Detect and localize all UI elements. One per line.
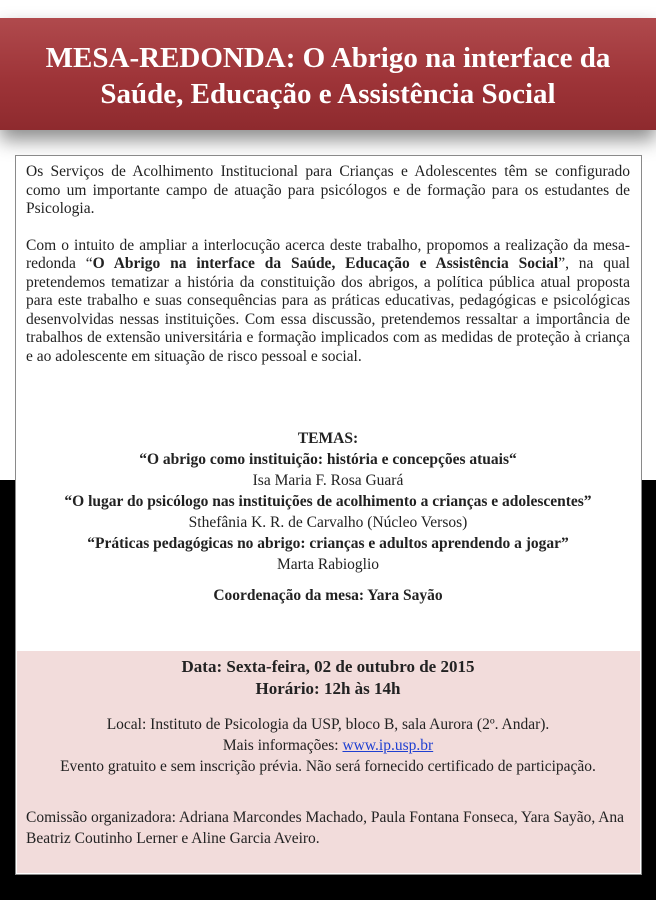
coordination-line: Coordenação da mesa: Yara Sayão [213,587,443,604]
spacer [20,700,636,714]
theme-3-title: “Práticas pedagógicas no abrigo: crianças e adultos aprendendo a jogar” [87,535,569,552]
more-info-line [20,735,636,756]
theme-2-speaker: Sthefânia K. R. de Carvalho (Núcleo Versos) [188,514,468,531]
event-location: Local: Instituto de Psicologia da USP, bloco B, sala Aurora (2º. Andar). [106,716,550,733]
themes-section [20,428,636,606]
intro-p2-end: ”, na qual pretendemos tematizar a história da constituição dos abrigos, a política pública atual proposta para este trabalho e suas consequências para as práticas educativas, pedagógicas e psicológicas desenvolvidas nessas instituições. Com essa discussão, pretendemos ressaltar a importância de trabalhos de extensão universitária e formação implicados com as medidas de proteção à criança e ao adolescente em situação de risco pessoal e social. [26,255,630,365]
intro-p2-start: Com o intuito de ampliar a interlocução acerca deste trabalho, propomos a realização da mesa-redonda “ [26,236,630,272]
title-line-1: MESA-REDONDA: O Abrigo na interface da [45,42,611,74]
more-info-label: Mais informações: [222,737,343,754]
title-line-2: Saúde, Educação e Assistência Social [100,78,556,110]
theme-1-title: “O abrigo como instituição: história e concepções atuais“ [139,451,517,468]
intro-paragraph-1: Os Serviços de Acolhimento Institucional para Crianças e Adolescentes têm se configurado como um importante campo de atuação para psicólogos e de formação para os estudantes de Psicologia. [26,163,630,217]
organizing-committee: Comissão organizadora: Adriana Marcondes Machado, Paula Fontana Fonseca, Yara Sayão, Ana Beatriz Coutinho Lerner e Aline Garcia Aveiro. [26,809,625,847]
theme-2-title: “O lugar do psicólogo nas instituições de acolhimento a crianças e adolescentes” [64,493,592,510]
website-link[interactable]: www.ip.usp.br [342,737,434,754]
intro-p2-bold-title: O Abrigo na interface da Saúde, Educação e Assistência Social [92,255,559,272]
event-info [20,656,636,777]
theme-1-speaker: Isa Maria F. Rosa Guará [252,472,404,489]
event-time: Horário: 12h às 14h [255,679,401,698]
themes-heading: TEMAS: [297,430,359,447]
event-note: Evento gratuito e sem inscrição prévia. Não será fornecido certificado de participação. [60,758,596,775]
event-date: Data: Sexta-feira, 02 de outubro de 2015 [181,657,475,676]
title-banner [0,18,656,130]
theme-3-speaker: Marta Rabioglio [276,556,380,573]
intro-section [26,163,630,384]
intro-paragraph-2 [26,237,630,367]
